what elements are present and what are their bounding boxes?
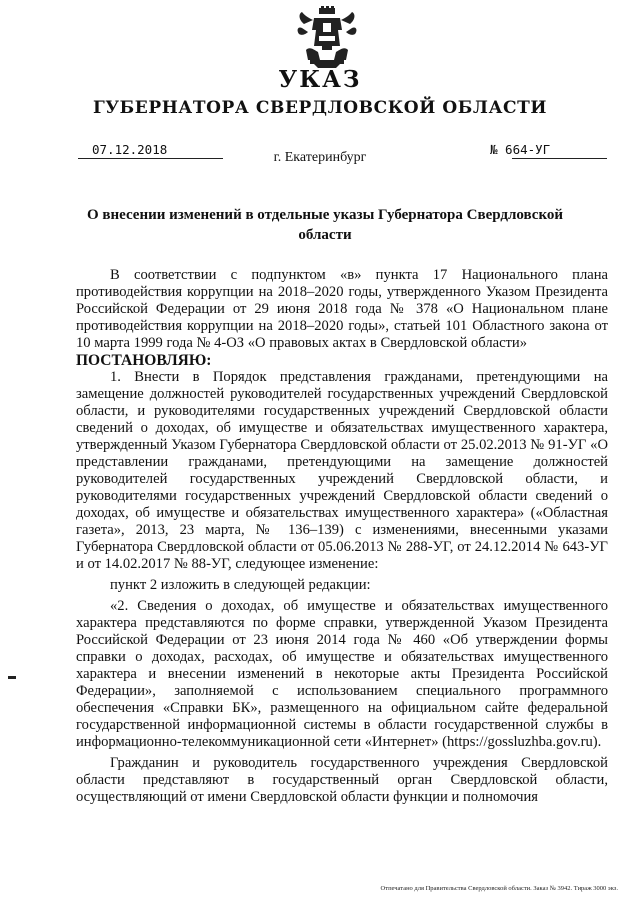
print-footer: Отпечатано для Правительства Свердловской области. Заказ № 3942. Тираж 3000 экз. — [380, 885, 618, 892]
decree-date: 07.12.2018 — [92, 142, 168, 157]
decree-body — [76, 267, 608, 806]
last-paragraph: Гражданин и руководитель государственного учреждения Свердловской области представляют в государственный орган Свердловской области, осуществляющий от имени Свердловской области функции и полномочия — [76, 755, 608, 805]
decree-issuer: ГУБЕРНАТОРА СВЕРДЛОВСКОЙ ОБЛАСТИ — [92, 98, 548, 118]
preamble-paragraph: В соответствии с подпунктом «в» пункта 17 Национального плана противодействия коррупции на 2018–2020 годы, утвержденного Указом Президента Российской Федерации от 29 июня 2018 года № 378 «О Национальном плане противодействия коррупции на 2018–2020 годы», статьей 101 Областного закона от 10 марта 1999 года № 4-ОЗ «О правовых актах в Свердловской области» — [76, 267, 608, 351]
item-1-paragraph: 1. Внести в Порядок представления гражданами, претендующими на замещение должностей руководителей государственных учреждений Свердловской области, и руководителями государственных учреждений Свердловской области сведений о доходах, об имуществе и обязательствах имущественного характера, утвержденный Указом Губернатора Свердловской области от 25.02.2013 № 91-УГ «О представлении гражданами, претендующими на замещение должностей руководителей государственных учреждений Свердловской области, и руководителями государственных учреждений Свердловской области сведений о доходах, об имуществе и обязательствах имущественного характера» («Областная газета», 2013, 23 марта, № 136–139) с изменениями, внесенными указами Губернатора Свердловской области от 05.06.2013 № 288-УГ, от 24.12.2014 № 643-УГ и от 14.02.2017 № 88-УГ, следующее изменение: — [76, 369, 608, 572]
decree-number: № 664-УГ — [490, 142, 551, 157]
item-1-subparagraph: пункт 2 изложить в следующей редакции: — [110, 577, 371, 593]
decree-resolution-word: ПОСТАНОВЛЯЮ: — [76, 352, 212, 369]
margin-mark — [8, 676, 16, 679]
decree-city: г. Екатеринбург — [273, 150, 367, 165]
decree-title: УКАЗ — [278, 66, 362, 93]
decree-subject: О внесении изменений в отдельные указы Губернатора Свердловской области — [86, 207, 564, 243]
coat-of-arms-emblem — [296, 6, 358, 68]
quoted-paragraph: «2. Сведения о доходах, об имуществе и обязательствах имущественного характера представляются по форме справки, утвержденной Указом Президента Российской Федерации от 23 июня 2014 года № 460 «Об утверждении формы справки о доходах, расходах, об имуществе и обязательствах имущественного характера и внесении изменений в некоторые акты Президента Российской Федерации», заполняемой с использованием специального программного обеспечения «Справки БК», размещенного на официальном сайте федеральной государственной информационной системы в области государственной службы в информационно-телекоммуникационной сети «Интернет» (https://gossluzhba.gov.ru). — [76, 598, 608, 750]
